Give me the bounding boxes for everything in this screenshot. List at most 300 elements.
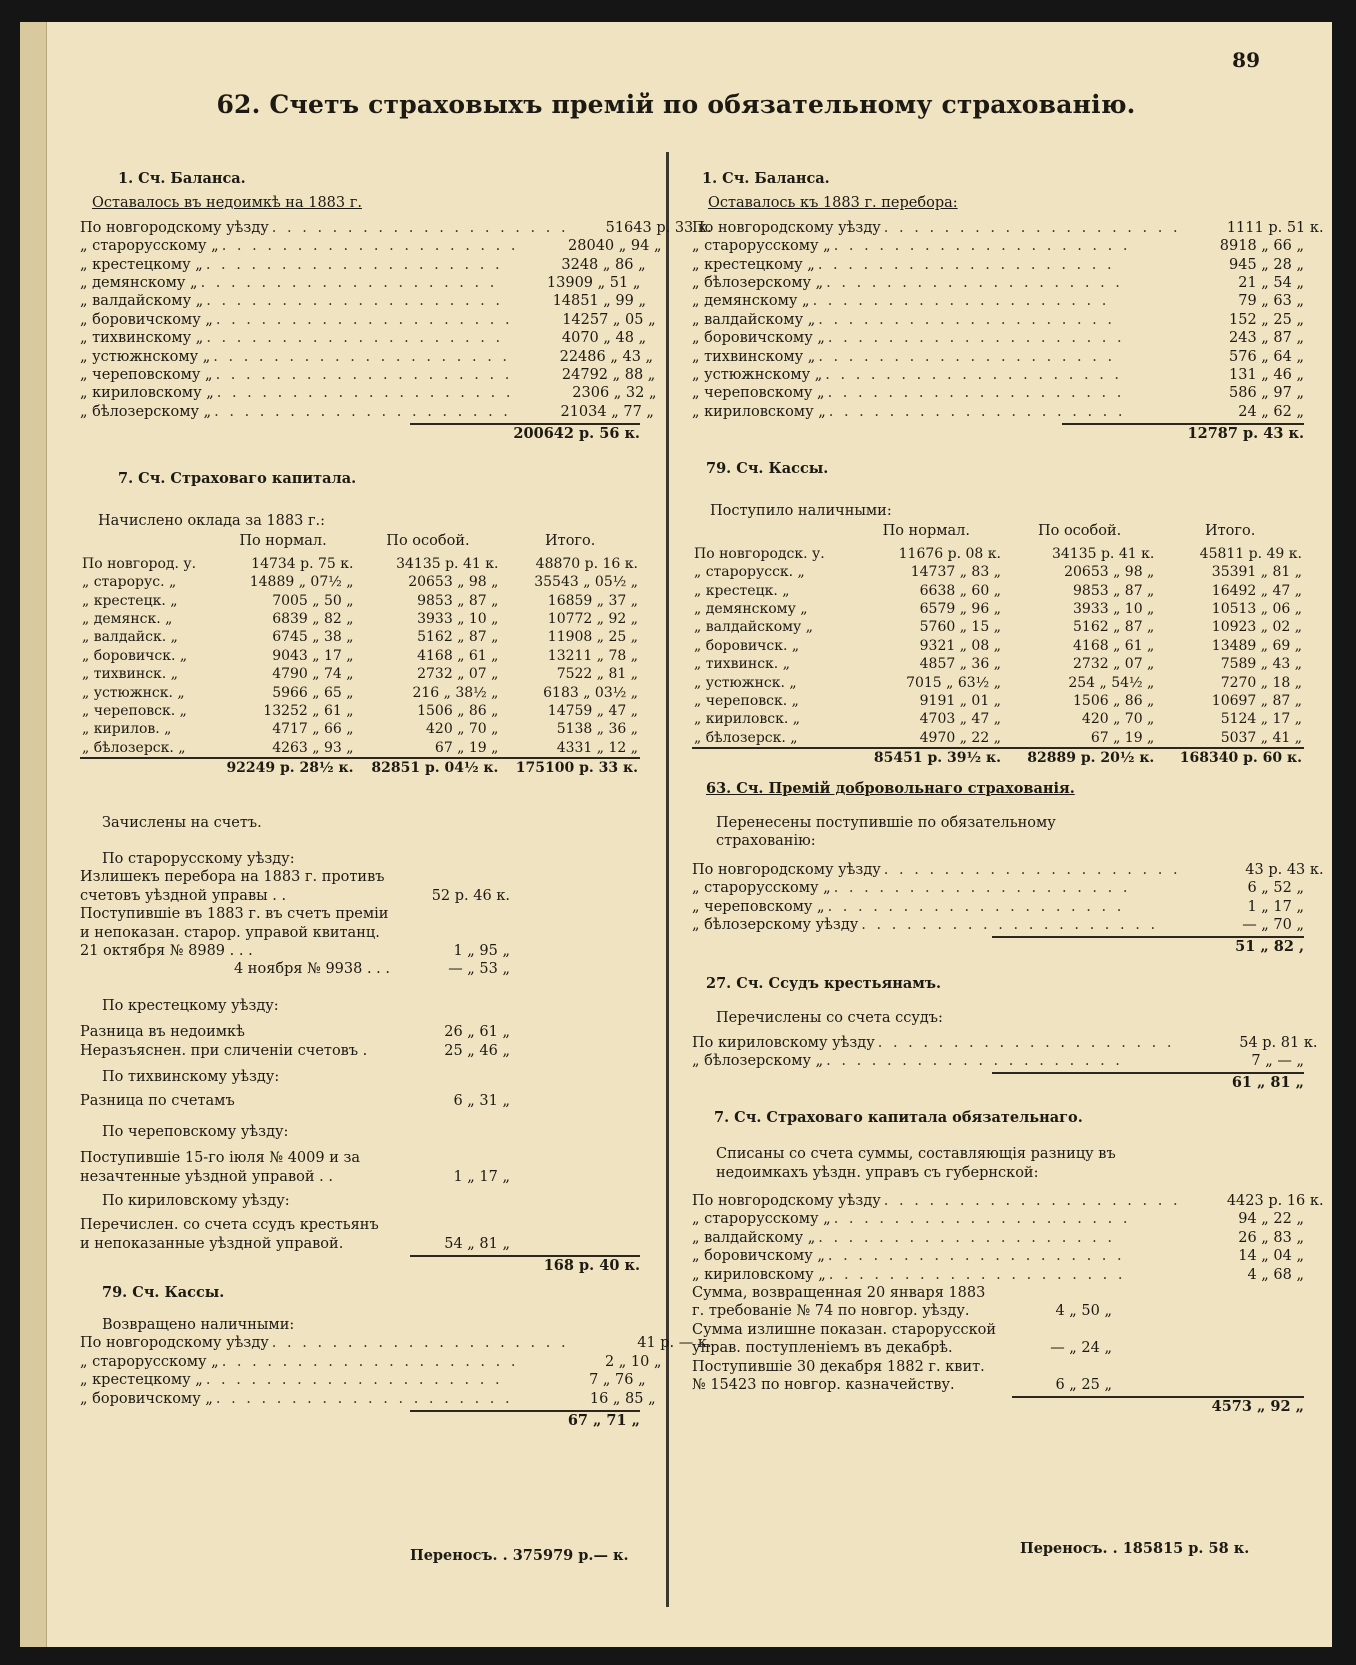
entry-label: Неразъяснен. при сличеніи счетовъ .	[80, 1042, 368, 1059]
row-label: „ устюжнскому „	[80, 348, 211, 365]
credited-entry	[80, 905, 640, 960]
list-item	[80, 1390, 656, 1408]
cell-district: „ череповск. „	[694, 692, 799, 709]
row-label: „ старорусскому „	[80, 238, 219, 255]
list-item	[80, 384, 657, 402]
cell-district: „ крестецк. „	[82, 592, 178, 609]
cell-amount: 420 „ 70 „	[426, 721, 499, 738]
leader-dots: . . . . . . . . . . . . . . . . . . . .	[833, 880, 1131, 897]
right-column	[692, 162, 1324, 1417]
list-item	[80, 403, 654, 421]
cell-amount: 7589 „ 43 „	[1220, 656, 1302, 673]
leader-dots: . . . . . . . . . . . . . . . . . . . .	[818, 1229, 1115, 1246]
cell-amount: 16492 „ 47 „	[1211, 582, 1302, 599]
list-item	[692, 256, 1304, 274]
list-item	[692, 384, 1304, 402]
cell-amount: 34135 р. 41 к.	[396, 555, 499, 572]
right-balance-total-value: 12787 р. 43 к.	[1187, 425, 1304, 443]
list-item	[80, 1334, 712, 1352]
cell-amount: 4857 „ 36 „	[919, 656, 1001, 673]
table-row	[692, 692, 1304, 710]
row-value: 152 „ 25 „	[1229, 311, 1304, 328]
cell-amount: 10697 „ 87 „	[1211, 692, 1302, 709]
credited-entry	[80, 868, 640, 905]
row-label: „ боровичскому „	[80, 1390, 213, 1407]
entry-value: 52 р. 46 к.	[431, 887, 510, 904]
list-item	[80, 1371, 646, 1389]
row-label: „ кириловскому „	[692, 1266, 826, 1283]
leader-dots: . . . . . . . . . . . . . . . . . . . .	[215, 366, 513, 383]
capital-extra	[692, 1358, 1304, 1395]
leader-dots: . . . . . . . . . . . . . . . . . . . .	[214, 403, 511, 420]
leader-dots: . . . . . . . . . . . . . . . . . . . .	[221, 238, 519, 255]
list-item	[692, 1247, 1304, 1265]
cell-amount: 13489 „ 69 „	[1211, 637, 1302, 654]
row-value: 51643 р. 33 к.	[605, 219, 712, 236]
extra-value: 6 „ 25 „	[1055, 1377, 1112, 1393]
leader-dots: . . . . . . . . . . . . . . . . . . . .	[206, 293, 503, 310]
cell-amount: 4790 „ 74 „	[272, 666, 354, 683]
leader-dots: . . . . . . . . . . . . . . . . . . . .	[221, 1353, 519, 1370]
table-row	[692, 710, 1304, 728]
row-label: „ бѣлозерскому „	[692, 274, 824, 291]
cell-amount: 7005 „ 50 „	[272, 592, 354, 609]
entry-value: 25 „ 46 „	[444, 1042, 510, 1059]
cell-amount: 7522 „ 81 „	[556, 666, 638, 683]
row-label: „ старорусскому „	[80, 1353, 219, 1370]
table-row	[80, 684, 640, 702]
list-item	[692, 403, 1304, 421]
left-capital-intro: Начислено оклада за 1883 г.:	[98, 512, 326, 529]
cell-district	[692, 748, 850, 767]
column-divider	[666, 152, 669, 1607]
row-label: „ старорусскому „	[692, 1211, 831, 1228]
cell-amount: 9043 „ 17 „	[272, 647, 354, 664]
credited-entry	[80, 1149, 640, 1186]
right-balance-header: 1. Сч. Баланса.	[702, 170, 830, 187]
cell-district	[80, 758, 211, 777]
row-value: 2306 „ 32 „	[572, 385, 657, 402]
capital-extra	[692, 1321, 1304, 1358]
extra-value: 4 „ 50 „	[1055, 1303, 1112, 1320]
cell-district: „ демянскому „	[694, 600, 808, 617]
row-value: 94 „ 22 „	[1238, 1211, 1304, 1228]
cell-amount: 6579 „ 96 „	[919, 600, 1001, 617]
cell-district: „ кириловск. „	[694, 711, 801, 728]
cell-amount: 9853 „ 87 „	[1073, 582, 1155, 599]
cell-amount: 9321 „ 08 „	[919, 637, 1001, 654]
row-label: „ череповскому „	[692, 385, 825, 402]
sum-row	[80, 758, 640, 777]
row-value: 1111 р. 51 к.	[1226, 219, 1324, 236]
row-value: 14851 „ 99 „	[552, 293, 646, 310]
leader-dots: . . . . . . . . . . . . . . . . . . . .	[861, 916, 1159, 933]
table-row	[80, 739, 640, 758]
row-label: „ старорусскому „	[692, 238, 831, 255]
row-value: 16 „ 85 „	[589, 1390, 656, 1407]
row-value: 22486 „ 43 „	[559, 348, 654, 365]
list-item	[692, 879, 1304, 897]
cell-amount: 20653 „ 98 „	[1064, 564, 1155, 581]
cell-amount: 10513 „ 06 „	[1211, 600, 1302, 617]
extra-label: Сумма, возвращенная 20 января 1883 г. требованіе № 74 по новгор. уѣзду.	[692, 1284, 986, 1320]
entry-value: 1 „ 95 „	[453, 943, 510, 960]
right-cash-table	[692, 520, 1304, 767]
col-header-special: По особой.	[386, 533, 470, 550]
cell-district: По новгород. у.	[82, 555, 197, 572]
leader-dots: . . . . . . . . . . . . . . . . . . . .	[827, 385, 1125, 402]
cell-district: „ старорус. „	[82, 574, 177, 591]
cell-amount: 6839 „ 82 „	[272, 610, 354, 627]
list-item	[80, 256, 646, 274]
left-credited-intro: Зачислены на счетъ.	[102, 814, 262, 831]
cher-head: По череповскому уѣзду:	[102, 1123, 289, 1140]
cell-amount: 5162 „ 87 „	[1073, 619, 1155, 636]
row-label: „ тихвинскому „	[80, 330, 204, 347]
col-header-norm: По нормал.	[239, 533, 327, 550]
cell-amount: 10772 „ 92 „	[547, 610, 638, 627]
row-value: 131 „ 46 „	[1229, 366, 1304, 383]
cell-amount: 3933 „ 10 „	[1073, 600, 1155, 617]
leader-dots: . . . . . . . . . . . . . . . . . . . .	[215, 311, 513, 328]
cell-district: „ тихвинск. „	[694, 656, 790, 673]
row-value: 21 „ 54 „	[1238, 274, 1304, 291]
row-value: 43 р. 43 к.	[1245, 861, 1324, 878]
cell-district: „ валдайск. „	[82, 629, 178, 646]
cell-amount: 2732 „ 07 „	[1073, 656, 1155, 673]
cell-amount: 1506 „ 86 „	[417, 702, 499, 719]
table-row	[80, 592, 640, 610]
leader-dots: . . . . . . . . . . . . . . . . . . . .	[271, 219, 569, 236]
cell-amount: 5138 „ 36 „	[556, 721, 638, 738]
left-capital-header: 7. Сч. Страховаго капитала.	[118, 469, 357, 487]
right-voluntary-total	[992, 936, 1304, 956]
cell-amount: 216 „ 38½ „	[412, 684, 499, 701]
list-item	[692, 348, 1304, 366]
leader-dots: . . . . . . . . . . . . . . . . . . . .	[827, 1248, 1125, 1265]
list-item	[80, 311, 656, 329]
entry-value: 26 „ 61 „	[444, 1024, 510, 1041]
leader-dots: . . . . . . . . . . . . . . . . . . . .	[825, 366, 1123, 383]
cell-amount: 85451 р. 39½ к.	[850, 748, 1003, 767]
row-value: 13909 „ 51 „	[546, 274, 641, 291]
table-row	[692, 582, 1304, 600]
list-item	[692, 329, 1304, 347]
row-label: „ устюжнскому „	[692, 366, 823, 383]
row-value: 79 „ 63 „	[1238, 293, 1304, 310]
row-value: 54 р. 81 к.	[1239, 1034, 1318, 1051]
cell-amount: 92249 р. 28½ к.	[211, 758, 356, 777]
list-item	[692, 1266, 1304, 1284]
right-voluntary-header: 63. Сч. Премій добровольнаго страхованія.	[706, 779, 1075, 797]
credited-total-value: 168 р. 40 к.	[543, 1257, 640, 1275]
credited-entry	[80, 1216, 640, 1253]
cell-amount: 14759 „ 47 „	[547, 702, 638, 719]
page-title: 62. Счетъ страховыхъ премій по обязательному страхованію.	[216, 90, 1136, 119]
row-value: 7 „ 76 „	[589, 1372, 646, 1389]
left-cash-total	[410, 1410, 640, 1430]
list-item	[80, 348, 654, 366]
list-item	[80, 1353, 662, 1371]
cell-amount: 4970 „ 22 „	[919, 729, 1001, 746]
cell-amount: 5966 „ 65 „	[272, 684, 354, 701]
table-row	[80, 628, 640, 646]
leader-dots: . . . . . . . . . . . . . . . . . . . .	[818, 311, 1115, 328]
row-label: „ демянскому „	[80, 274, 198, 291]
cell-amount: 6183 „ 03½ „	[543, 684, 638, 701]
left-column	[80, 162, 712, 1430]
left-cash-header: 79. Сч. Кассы.	[102, 1283, 225, 1301]
cell-district: „ тихвинск. „	[82, 666, 178, 683]
right-loans-rows	[692, 1034, 1318, 1071]
right-capital-rows	[692, 1192, 1324, 1284]
leader-dots: . . . . . . . . . . . . . . . . . . . .	[817, 256, 1115, 273]
cell-amount: 4331 „ 12 „	[556, 739, 638, 756]
left-carry-over: Переносъ. . 375979 р.— к.	[410, 1547, 629, 1564]
binding-gutter	[20, 22, 47, 1647]
cell-amount: 9853 „ 87 „	[417, 592, 499, 609]
leader-dots: . . . . . . . . . . . . . . . . . . . .	[877, 1034, 1175, 1051]
right-balance-intro: Оставалось къ 1883 г. перебора:	[708, 195, 958, 212]
list-item	[692, 311, 1304, 329]
row-value: 24 „ 62 „	[1238, 403, 1304, 420]
list-item	[80, 292, 646, 310]
row-label: „ кириловскому „	[80, 385, 214, 402]
row-value: — „ 70 „	[1242, 916, 1304, 933]
leader-dots: . . . . . . . . . . . . . . . . . . . .	[205, 1372, 503, 1389]
row-value: 8918 „ 66 „	[1219, 238, 1304, 255]
row-label: „ боровичскому „	[692, 330, 825, 347]
cell-amount: 14734 р. 75 к.	[251, 555, 354, 572]
leader-dots: . . . . . . . . . . . . . . . . . . . .	[205, 256, 503, 273]
row-value: 4 „ 68 „	[1247, 1266, 1304, 1283]
leader-dots: . . . . . . . . . . . . . . . . . . . .	[833, 238, 1131, 255]
cell-district: По новгородск. у.	[694, 545, 825, 562]
left-balance-header: 1. Сч. Баланса.	[118, 170, 246, 187]
capital-extra	[692, 1284, 1304, 1321]
leader-dots: . . . . . . . . . . . . . . . . . . . .	[213, 348, 511, 365]
credited-entry	[80, 1042, 640, 1060]
row-label: „ кириловскому „	[692, 403, 826, 420]
row-label: „ тихвинскому „	[692, 348, 816, 365]
cell-amount: 4168 „ 61 „	[1073, 637, 1155, 654]
cell-amount: 9191 „ 01 „	[919, 692, 1001, 709]
entry-label: Поступившіе въ 1883 г. въ счетъ преміи и непоказан. старор. управой квитанц. 21 октября № 8989 . . .	[80, 906, 389, 960]
list-item	[692, 219, 1324, 237]
row-label: „ демянскому „	[692, 293, 810, 310]
cell-district: „ бѣлозерск. „	[82, 739, 186, 756]
leader-dots: . . . . . . . . . . . . . . . . . . . .	[200, 274, 498, 291]
leader-dots: . . . . . . . . . . . . . . . . . . . .	[818, 348, 1116, 365]
list-item	[80, 274, 640, 292]
cell-amount: 6638 „ 60 „	[919, 582, 1001, 599]
cell-amount: 175100 р. 33 к.	[500, 758, 640, 777]
table-row	[80, 647, 640, 665]
list-item	[692, 1052, 1304, 1070]
cell-amount: 14889 „ 07½ „	[249, 574, 354, 591]
leader-dots: . . . . . . . . . . . . . . . . . . . .	[828, 1266, 1126, 1283]
left-balance-total-value: 200642 р. 56 к.	[513, 425, 640, 443]
cell-amount: 13211 „ 78 „	[547, 647, 638, 664]
row-value: 24792 „ 88 „	[561, 366, 656, 383]
cell-amount: 11676 р. 08 к.	[898, 545, 1001, 562]
right-voluntary-total-value: 51 „ 82 ,	[1235, 938, 1304, 956]
row-label: По новгородскому уѣзду	[692, 861, 881, 878]
col-header-norm: По нормал.	[882, 523, 970, 540]
cell-amount: 14737 „ 83 „	[910, 564, 1001, 581]
sum-row	[692, 748, 1304, 767]
cell-district: „ старорусск. „	[694, 564, 805, 581]
row-label: По новгородскому уѣзду	[692, 219, 881, 236]
row-value: 2 „ 10 „	[604, 1353, 662, 1370]
cell-district: „ череповск. „	[82, 702, 187, 719]
row-value: 586 „ 97 „	[1229, 385, 1304, 402]
row-value: 26 „ 83 „	[1238, 1229, 1304, 1246]
credited-entry	[80, 960, 640, 978]
cell-district: „ демянск. „	[82, 610, 173, 627]
list-item	[692, 292, 1304, 310]
right-capital-header: 7. Сч. Страховаго капитала обязательнаго.	[714, 1108, 1083, 1126]
right-cash-intro: Поступило наличными:	[710, 502, 892, 519]
cell-amount: 4703 „ 47 „	[919, 711, 1001, 728]
row-value: 28040 „ 94 „	[568, 238, 662, 255]
right-capital-total	[1012, 1396, 1304, 1416]
left-cash-intro: Возвращено наличными:	[102, 1317, 295, 1334]
row-label: По новгородскому уѣзду	[80, 1335, 269, 1352]
leader-dots: . . . . . . . . . . . . . . . . . . . .	[206, 330, 504, 347]
cell-amount: 82851 р. 04½ к.	[356, 758, 501, 777]
col-header-total: Итого.	[545, 533, 596, 550]
table-row	[80, 555, 640, 573]
list-item	[692, 898, 1304, 916]
row-label: „ боровичскому „	[692, 1248, 825, 1265]
leader-dots: . . . . . . . . . . . . . . . . . . . .	[826, 274, 1123, 291]
cell-amount: 5124 „ 17 „	[1220, 711, 1302, 728]
row-value: 14257 „ 05 „	[562, 311, 656, 328]
cell-amount: 420 „ 70 „	[1081, 711, 1155, 728]
extra-label: Сумма излишне показан. старорусской управ. поступленіемъ въ декабрѣ.	[692, 1321, 997, 1357]
table-row	[692, 545, 1304, 563]
row-value: 21034 „ 77 „	[560, 403, 654, 420]
cell-amount: 4717 „ 66 „	[272, 721, 354, 738]
cell-amount: 2732 „ 07 „	[417, 666, 499, 683]
leader-dots: . . . . . . . . . . . . . . . . . . . .	[215, 1390, 513, 1407]
table-row	[80, 610, 640, 628]
row-value: 4423 р. 16 к.	[1226, 1193, 1324, 1209]
leader-dots: . . . . . . . . . . . . . . . . . . . .	[828, 403, 1126, 420]
list-item	[80, 219, 712, 237]
right-capital-intro: Списаны со счета суммы, составляющія разницу въ недоимкахъ уѣздн. управъ съ губернской:	[716, 1146, 1116, 1181]
cell-amount: 4263 „ 93 „	[272, 739, 354, 756]
row-value: 945 „ 28 „	[1229, 256, 1304, 273]
col-header-special: По особой.	[1037, 523, 1122, 540]
right-loans-intro: Перечислены со счета ссудъ:	[716, 1010, 943, 1027]
cell-amount: 45811 р. 49 к.	[1199, 545, 1302, 562]
cell-amount: 13252 „ 61 „	[263, 702, 354, 719]
row-value: 6 „ 52 „	[1247, 880, 1304, 897]
row-label: „ крестецкому „	[692, 256, 815, 273]
cell-district: „ боровичск. „	[82, 647, 188, 664]
cell-amount: 1506 „ 86 „	[1073, 692, 1155, 709]
row-label: „ старорусскому „	[692, 880, 831, 897]
list-item	[80, 237, 662, 255]
cell-district: „ валдайскому „	[694, 619, 813, 636]
right-voluntary-intro: Перенесены поступившіе по обязательному страхованію:	[716, 815, 1056, 850]
leader-dots: . . . . . . . . . . . . . . . . . . . .	[827, 898, 1125, 915]
left-balance-rows	[80, 219, 712, 421]
table-row	[692, 729, 1304, 748]
cell-amount: 3933 „ 10 „	[417, 610, 499, 627]
row-label: По новгородскому уѣзду	[80, 219, 269, 236]
leader-dots: . . . . . . . . . . . . . . . . . . . .	[827, 330, 1125, 347]
cell-amount: 7270 „ 18 „	[1220, 674, 1302, 691]
row-label: „ череповскому „	[692, 898, 825, 915]
list-item	[692, 237, 1304, 255]
table-row	[692, 600, 1304, 618]
table-row	[80, 720, 640, 738]
right-loans-header: 27. Сч. Ссудъ крестьянамъ.	[706, 974, 941, 992]
leader-dots: . . . . . . . . . . . . . . . . . . . .	[883, 1193, 1181, 1209]
cell-amount: 5162 „ 87 „	[417, 629, 499, 646]
cell-amount: 35543 „ 05½ „	[534, 574, 638, 591]
row-label: „ валдайскому „	[80, 293, 204, 310]
row-label: По новгородскому уѣзду	[692, 1193, 881, 1209]
row-label: „ боровичскому „	[80, 311, 213, 328]
table-row	[692, 655, 1304, 673]
list-item	[692, 1229, 1304, 1247]
left-balance-total	[410, 423, 640, 443]
table-row	[692, 637, 1304, 655]
cell-amount: 67 „ 19 „	[1090, 729, 1155, 746]
cell-district: „ кирилов. „	[82, 721, 172, 738]
right-balance-rows	[692, 219, 1324, 421]
tikh-head: По тихвинскому уѣзду:	[102, 1069, 280, 1086]
row-label: „ череповскому „	[80, 366, 213, 383]
entry-value: 1 „ 17 „	[453, 1168, 510, 1185]
entry-label: Излишекъ перебора на 1883 г. противъ счетовъ уѣздной управы . .	[80, 869, 385, 904]
cell-amount: 254 „ 54½ „	[1068, 674, 1155, 691]
row-value: 7 „ — „	[1251, 1052, 1304, 1069]
leader-dots: . . . . . . . . . . . . . . . . . . . .	[883, 219, 1181, 236]
left-capital-table	[80, 530, 640, 777]
col-header-total: Итого.	[1204, 523, 1256, 540]
leader-dots: . . . . . . . . . . . . . . . . . . . .	[826, 1052, 1123, 1069]
cell-district: „ крестецк. „	[694, 582, 790, 599]
left-balance-intro: Оставалось въ недоимкѣ на 1883 г.	[92, 195, 362, 212]
list-item	[692, 366, 1304, 384]
cell-amount: 34135 р. 41 к.	[1051, 545, 1155, 562]
cell-amount: 82889 р. 20½ к.	[1003, 748, 1156, 767]
row-value: 576 „ 64 „	[1229, 348, 1304, 365]
entry-value: 6 „ 31 „	[453, 1093, 510, 1110]
row-label: „ бѣлозерскому „	[80, 403, 212, 420]
row-label: „ валдайскому „	[692, 1229, 816, 1246]
list-item	[692, 1210, 1304, 1228]
page-number: 89	[1232, 48, 1260, 72]
cell-amount: 4168 „ 61 „	[417, 647, 499, 664]
row-label: „ бѣлозерскому уѣзду	[692, 916, 859, 933]
cell-amount: 35391 „ 81 „	[1211, 564, 1302, 581]
row-label: „ бѣлозерскому „	[692, 1052, 824, 1069]
row-value: 3248 „ 86 „	[561, 256, 646, 273]
kiril-head: По кириловскому уѣзду:	[102, 1193, 290, 1210]
list-item	[692, 916, 1304, 934]
leader-dots: . . . . . . . . . . . . . . . . . . . .	[271, 1335, 569, 1352]
row-value: 41 р. — к.	[637, 1335, 712, 1352]
row-value: 1 „ 17 „	[1247, 898, 1304, 915]
list-item	[80, 366, 656, 384]
cell-amount: 5760 „ 15 „	[919, 619, 1001, 636]
